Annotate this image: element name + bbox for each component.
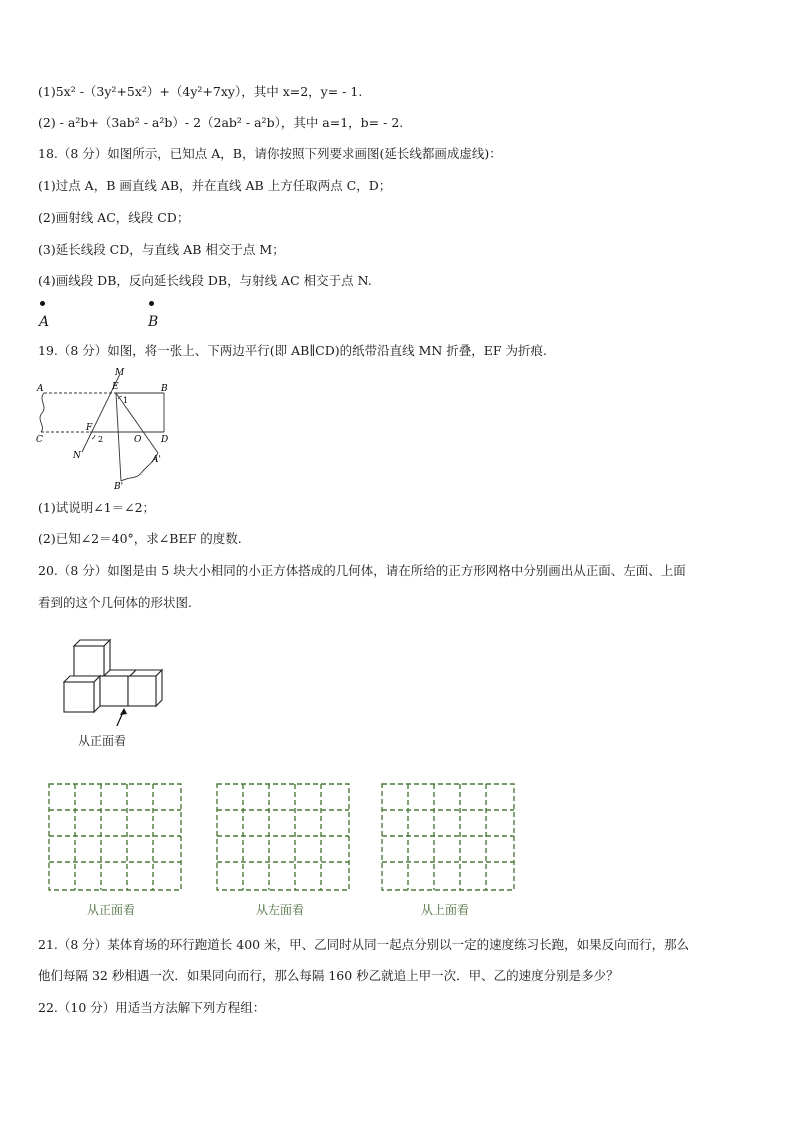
q18-step1: (1)过点 A，B 画直线 AB，并在直线 AB 上方任取两点 C，D； bbox=[38, 178, 392, 193]
cube-solid-figure bbox=[60, 636, 170, 726]
label-a: A bbox=[37, 384, 44, 394]
label-a-prime: A' bbox=[152, 455, 161, 465]
label-angle2: 2 bbox=[98, 435, 104, 444]
flap-edge-eb bbox=[116, 393, 121, 481]
q19-stem: 19.（8 分）如图，将一张上、下两边平行(即 AB∥CD)的纸带沿直线 MN 折叠，EF 为折痕. bbox=[38, 343, 548, 358]
q18-step4: (4)画线段 DB，反向延长线段 DB，与射线 AC 相交于点 N. bbox=[38, 273, 372, 288]
label-b: B bbox=[161, 384, 168, 394]
q19-sub2: (2)已知∠2＝40°，求∠BEF 的度数. bbox=[38, 531, 242, 546]
strip-torn-edge bbox=[40, 393, 44, 432]
label-f: F bbox=[86, 423, 93, 433]
front-view-arrow-caption: 从正面看 bbox=[78, 734, 127, 748]
label-e: E bbox=[112, 382, 119, 392]
label-b-prime: B' bbox=[114, 482, 124, 491]
q17-part1: (1)5x² -（3y²+5x²）+（4y²+7xy），其中 x=2，y= - 1. bbox=[38, 84, 363, 99]
q18-step3: (3)延长线段 CD，与直线 AB 相交于点 M； bbox=[38, 242, 285, 257]
grid-front[interactable] bbox=[48, 783, 182, 891]
label-n: N bbox=[73, 451, 81, 461]
grid-front-caption: 从正面看 bbox=[87, 903, 136, 917]
q18-stem: 18.（8 分）如图所示，已知点 A，B，请你按照下列要求画图(延长线都画成虚线)： bbox=[38, 146, 502, 161]
q18-step2: (2)画射线 AC，线段 CD； bbox=[38, 210, 190, 225]
q19-sub1: (1)试说明∠1＝∠2； bbox=[38, 500, 156, 515]
q20-stem-line1: 20.（8 分）如图是由 5 块大小相同的小正方体搭成的几何体，请在所给的正方形网格中分别画出从正面、左面、上面 bbox=[38, 563, 686, 578]
label-d: D bbox=[161, 435, 169, 445]
q21-line2: 他们每隔 32 秒相遇一次．如果同向而行，那么每隔 160 秒乙就追上甲一次．甲、乙的速度分别是多少？ bbox=[38, 968, 619, 983]
point-b-label: B bbox=[148, 314, 159, 330]
q17-part2: (2) - a²b+（3ab² - a²b）- 2（2ab² - a²b），其中 a=1，b= - 2. bbox=[38, 115, 404, 130]
angle2-arc bbox=[92, 435, 95, 439]
label-m: M bbox=[115, 368, 125, 378]
q22-stem: 22.（10 分）用适当方法解下列方程组： bbox=[38, 1000, 266, 1015]
grid-left[interactable] bbox=[216, 783, 350, 891]
grid-left-caption: 从左面看 bbox=[256, 903, 305, 917]
label-c: C bbox=[36, 435, 43, 445]
label-o: O bbox=[134, 435, 142, 445]
q20-stem-line2: 看到的这个几何体的形状图. bbox=[38, 595, 192, 610]
label-angle1: 1 bbox=[123, 396, 129, 405]
grid-top-caption: 从上面看 bbox=[421, 903, 470, 917]
grid-top[interactable] bbox=[381, 783, 515, 891]
q21-line1: 21.（8 分）某体育场的环行跑道长 400 米，甲、乙同时从同一起点分别以一定的速度练习长跑，如果反向而行，那么 bbox=[38, 937, 690, 952]
point-b-dot bbox=[149, 301, 154, 306]
folded-strip-figure bbox=[34, 366, 184, 491]
point-a-label: A bbox=[39, 314, 50, 330]
point-a-dot bbox=[40, 301, 45, 306]
